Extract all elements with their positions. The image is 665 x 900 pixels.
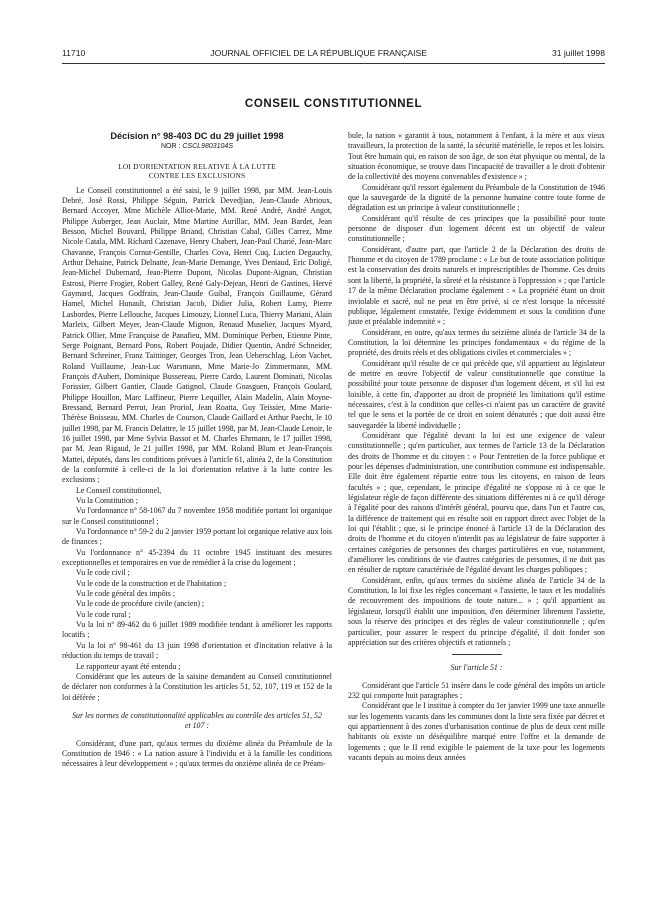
nor-value: CSCL9803104S xyxy=(182,143,233,151)
section-divider xyxy=(452,654,502,655)
paragraph: Vu l'ordonnance n° 45-2394 du 11 octobre 1945 instituant des mesures exceptionnelles et temporaires en vue de remédier à la crise du logement ; xyxy=(62,547,332,568)
section-subheading: Sur l'article 51 : xyxy=(450,663,503,673)
paragraph: Vu le code général des impôts ; xyxy=(76,589,176,599)
law-title-line: CONTRE LES EXCLUSIONS xyxy=(148,171,246,181)
paragraph: Vu la Constitution ; xyxy=(76,496,138,505)
paragraph: Vu la loi n° 98-461 du 13 juin 1998 d'orientation et d'incitation relative à la réduction du temps de travail ; xyxy=(62,640,332,661)
journal-title: JOURNAL OFFICIEL DE LA RÉPUBLIQUE FRANÇAISE xyxy=(210,48,427,58)
nor-reference xyxy=(62,142,332,152)
paragraph: Le Conseil constitutionnel a été saisi, le 9 juillet 1998, par MM. Jean-Louis Debré, José Rossi, Philippe Séguin, Patrick Devedjian, Jean-Claude Abrioux, Bernard Accoyer, Mme Michèle Alliot-Marie, MM. René André, André Angot, Philippe Auberger, Jean Auclair, Mme Martine Aurillac, MM. Jean Bardet, Jean Besson, Michel Bouvard, Philippe Briand, Christian Cabal, Gilles Carrez, Mme Nicole Catala, MM. Richard Cazenave, Henry Chabert, Jean-Paul Charié, Jean-Marc Chavanne, François Cornut-Gentille, Charles Cova, Henri Cuq, Lucien Degauchy, Arthur Dehaine, Patrick Delnatte, Jean-Marie Demange, Yves Deniaud, Eric Doligé, Jean-Michel Dubernard, Jean-Pierre Dupont, Nicolas Dupont-Aignan, Christian Estrosi, Pierre Frogier, Robert Galley, René Galy-Dejean, Henri de Gastines, Hervé Gaymard, Jacques Godfrain, Jean-Claude Guibal, François Guillaume, Gérard Hamel, Michel Hunault, Christian Jacob, Didier Julia, Robert Lamy, Pierre Lasbordes, Pierre Lellouche, Jacques Limouzy, Lionnel Luca, Thierry Mariani, Alain Marleix, Gilbert Meyer, Jean-Claude Mignon, Renaud Muselier, Jacques Myard, Patrick Ollier, Mme Françoise de Panafieu, MM. Dominique Perben, Etienne Pinte, Serge Poignant, Bernard Pons, Robert Poujade, Didier Quentin, André Schneider, Bernard Schreiner, Franz Taittinger, Georges Tron, Jean Ueberschlag, Léon Vachet, Roland Vuillaume, Jean-Luc Warsmann, Mme Marie-Jo Zimmermann, MM. François d'Aubert, Dominique Bussereau, Pierre Cardo, Laurent Dominati, Nicolas Forissier, Gilbert Gantier, Claude Gatignol, Claude Goasguen, François Goulard, Philippe Houillon, Marc Laffineur, Pierre Lequiller, Alain Madelin, Alain Moyne-Bressand, Bernard Perrut, Jean Proriol, Jean Roatta, Guy Teissier, Mme Marie-Thérèse Boisseau, MM. Charles de Courson, Claude Gaillard et Arthur Paecht, le 10 juillet 1998, par M. Francis Delattre, le 15 juillet 1998, par M. Jean-Claude Lenoir, le 16 juillet 1998, par Mme Sylvia Bassot et M. Charles Ehrmann, le 17 juillet 1998, par M. Jean Rigaud, le 21 juillet 1998, par MM. Roland Blum et Jean-François Mattei, députés, dans les conditions prévues à l'article 61, alinéa 2, de la Constitution de la conformité à celle-ci de la loi d'orientation relative à la lutte contre les exclusions ; xyxy=(62,185,332,485)
paragraph: Considérant, d'autre part, que l'article 2 de la Déclaration des droits de l'homme et du citoyen de 1789 proclame : « Le but de toute association politique est la conservation des droits naturels et imprescriptibles de l'homme. Ces droits sont la liberté, la propriété, la sûreté et la résistance à l'oppression » ; que l'article 17 de la même Déclaration proclame également : « La propriété étant un droit inviolable et sacré, nul ne peut en être privé, si ce n'est lorsque la nécessité publique, légalement constatée, l'exige évidemment et sous la condition d'une juste et préalable indemnité » ; xyxy=(348,244,605,327)
header-divider xyxy=(62,63,605,64)
paragraph: Vu la loi n° 89-462 du 6 juillet 1989 modifiée tendant à améliorer les rapports locatifs ; xyxy=(62,620,332,640)
paragraph: Vu le code de la construction et de l'habitation ; xyxy=(76,578,227,588)
nor-label: NOR : xyxy=(161,143,183,151)
paragraph: Vu l'ordonnance n° 58-1067 du 7 novembre 1958 modifiée portant loi organique sur le Conseil constitutionnel ; xyxy=(62,506,332,526)
page-header xyxy=(62,45,605,61)
section-subheading: Sur les normes de constitutionnalité applicables au contrôle des articles 51, 52 et 107 : xyxy=(72,710,322,731)
decision-title: Décision n° 98-403 DC du 29 juillet 1998 xyxy=(110,131,284,141)
paragraph: Considérant que l'égalité devant la loi est une exigence de valeur constitutionnelle ; qu'en particulier, aux termes de l'article 13 de la Déclaration des droits de l'homme et du citoyen : « Pour l'entretien de la force publique et pour les dépenses d'administration, une contribution commune est indispensable. Elle doit être également répartie entre tous les citoyens, en raison de leurs facultés » ; que, cependant, le principe d'égalité ne s'oppose ni à ce que le législateur règle de façon différente des situations différentes ni à ce qu'il déroge à l'égalité pour des raisons d'intérêt général, pourvu que, dans l'un et l'autre cas, la différence de traitement qui en résulte soit en rapport direct avec l'objet de la loi qui l'établit ; que, si le principe énoncé à l'article 13 de la Déclaration des droits de l'homme et du citoyen n'interdit pas au législateur de faire supporter à certaines catégories de personnes des charges particulières en vue, notamment, d'améliorer les conditions de vie d'autres catégories de personnes, il ne doit pas en résulter de rupture caractérisée de l'égalité devant les charges publiques ; xyxy=(348,430,605,575)
paragraph: Vu le code rural ; xyxy=(76,609,131,619)
right-column xyxy=(348,131,605,900)
left-column xyxy=(62,127,332,900)
paragraph: Considérant que les auteurs de la saisine demandent au Conseil constitutionnel de déclarer non conformes à la Constitution les articles 51, 52, 107, 119 et 152 de la loi déférée ; xyxy=(62,671,332,702)
paragraph: Considérant, d'une part, qu'aux termes du dixième alinéa du Préambule de la Constitution de 1946 : « La nation assure à l'individu et à la famille les conditions nécessaires à leur développement » ; qu'aux termes du onzième alinéa de ce Préam- xyxy=(62,738,332,769)
law-title xyxy=(62,162,332,181)
paragraph: Vu le code de procédure civile (ancien) ; xyxy=(76,599,205,609)
publication-date: 31 juillet 1998 xyxy=(551,48,605,58)
paragraph: Le rapporteur ayant été entendu ; xyxy=(76,661,181,671)
paragraph: Vu l'ordonnance n° 59-2 du 2 janvier 1959 portant loi organique relative aux lois de finances ; xyxy=(62,527,332,547)
section-title: CONSEIL CONSTITUTIONNEL xyxy=(244,98,423,110)
paragraph: Considérant, enfin, qu'aux termes du sixième alinéa de l'article 34 de la Constitution, la loi fixe les règles concernant « l'assiette, le taux et les modalités de recouvrement des impositions de toute nature... » ; qu'il appartient au législateur, lorsqu'il établit une imposition, d'en déterminer librement l'assiette, sous la réserve des principes et des règles de valeur constitutionnelle ; qu'en particulier, pour assurer le respect du principe d'égalité, il doit fonder son appréciation sur des critères objectifs et rationnels ; xyxy=(348,575,605,647)
paragraph: bule, la nation « garantit à tous, notamment à l'enfant, à la mère et aux vieux travailleurs, la protection de la santé, la sécurité matérielle, le repos et les loisirs. Tout être humain qui, en raison de son âge, de son état physique ou mental, de la situation économique, se trouve dans l'incapacité de travailler a le droit d'obtenir de la collectivité des moyens convenables d'existence » ; xyxy=(348,131,605,182)
paragraph: Considérant, en outre, qu'aux termes du seizième alinéa de l'article 34 de la Constitution, la loi détermine les principes fondamentaux « du régime de la propriété, des droits réels et des obligations civiles et commerciales » ; xyxy=(348,327,605,358)
paragraph: Considérant que l'article 51 insère dans le code général des impôts un article 232 qui comporte huit paragraphes ; xyxy=(348,680,605,700)
paragraph: Considérant qu'il résulte de ce qui précède que, s'il appartient au législateur de mettre en œuvre l'objectif de valeur constitutionnelle que constitue la possibilité pour toute personne de disposer d'un logement décent, et s'il lui est loisible, à cette fin, d'apporter au droit de propriété les limitations qu'il estime nécessaires, c'est à la condition que celles-ci n'aient pas un caractère de gravité tel que le sens et la portée de ce droit en soient dénaturés ; que doit aussi être sauvegardée la liberté individuelle ; xyxy=(348,358,605,430)
paragraph: Considérant qu'il résulte de ces principes que la possibilité pour toute personne de disposer d'un logement décent est un objectif de valeur constitutionnelle ; xyxy=(348,213,605,244)
paragraph: Considérant qu'il ressort également du Préambule de la Constitution de 1946 que la sauvegarde de la dignité de la personne humaine contre toute forme de dégradation est un principe à valeur constitutionnelle ; xyxy=(348,182,605,213)
law-title-line: LOI D'ORIENTATION RELATIVE À LA LUTTE xyxy=(118,161,276,171)
page-number: 11710 xyxy=(62,48,86,58)
paragraph: Considérant que le I institue à compter du 1er janvier 1999 une taxe annuelle sur les logements vacants dans les communes dont la liste sera fixée par décret et qui appartiennent à des zones d'urbanisation continue de plus de deux cent mille habitants où existe un déséquilibre marqué entre l'offre et la demande de logements ; que le II rend exigible le paiement de la taxe pour les logements vacants depuis au moins deux années xyxy=(348,701,605,762)
paragraph: Vu le code civil ; xyxy=(76,568,130,578)
paragraph: Le Conseil constitutionnel, xyxy=(76,485,162,495)
